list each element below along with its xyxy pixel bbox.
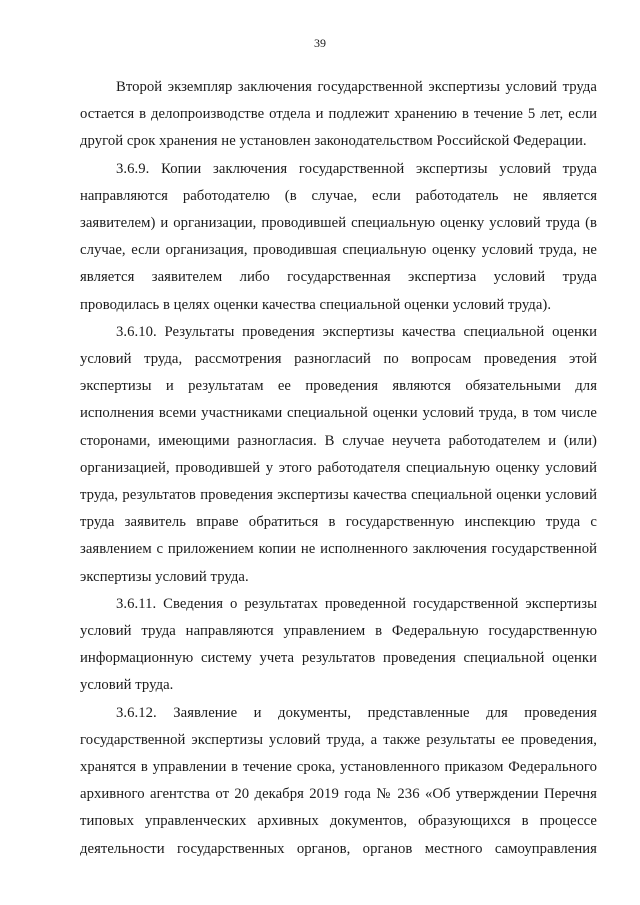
paragraph-archive-copy: Второй экземпляр заключения государственной экспертизы условий труда остается в делопроизводстве отдела и подлежит хранению в течение 5 лет, если другой срок хранения не установлен законодательством Российской Федерации. <box>80 79 597 150</box>
document-body <box>80 74 597 863</box>
paragraph-3-6-11: 3.6.11. Сведения о результатах проведенной государственной экспертизы условий труда направляются управлением в Федеральную государственную информационную систему учета результатов проведения специальной оценки условий труда. <box>80 595 597 694</box>
page-number: 39 <box>314 36 326 50</box>
paragraph-3-6-10: 3.6.10. Результаты проведения экспертизы качества специальной оценки условий труда, рассмотрения разногласий по вопросам проведения этой экспертизы и результатам ее проведения являются обязательными для исполнения всеми участниками специальной оценки условий труда, в том числе сторонами, имеющими разногласия. В случае неучета работодателем и (или) организацией, проводившей у этого работодателя специальную оценку условий труда, результатов проведения экспертизы качества специальной оценки условий труда заявитель вправе обратиться в государственную инспекцию труда с заявлением с приложением копии не исполненного заключения государственной экспертизы условий труда. <box>80 323 597 585</box>
paragraph-3-6-9: 3.6.9. Копии заключения государственной экспертизы условий труда направляются работодателю (в случае, если работодатель не является заявителем) и организации, проводившей специальную оценку условий труда (в случае, если организация, проводившая специальную оценку условий труда, не является заявителем либо государственная экспертиза условий труда проводилась в целях оценки качества специальной оценки условий труда). <box>80 160 597 313</box>
paragraph-3-6-12: 3.6.12. Заявление и документы, представленные для проведения государственной экспертизы условий труда, а также результаты ее проведения, хранятся в управлении в течение срока, установленного приказом Федерального архивного агентства от 20 декабря 2019 года № 236 «Об утверждении Перечня типовых управленческих архивных документов, образующихся в процессе деятельности государственных органов, органов местного самоуправления <box>80 704 597 857</box>
